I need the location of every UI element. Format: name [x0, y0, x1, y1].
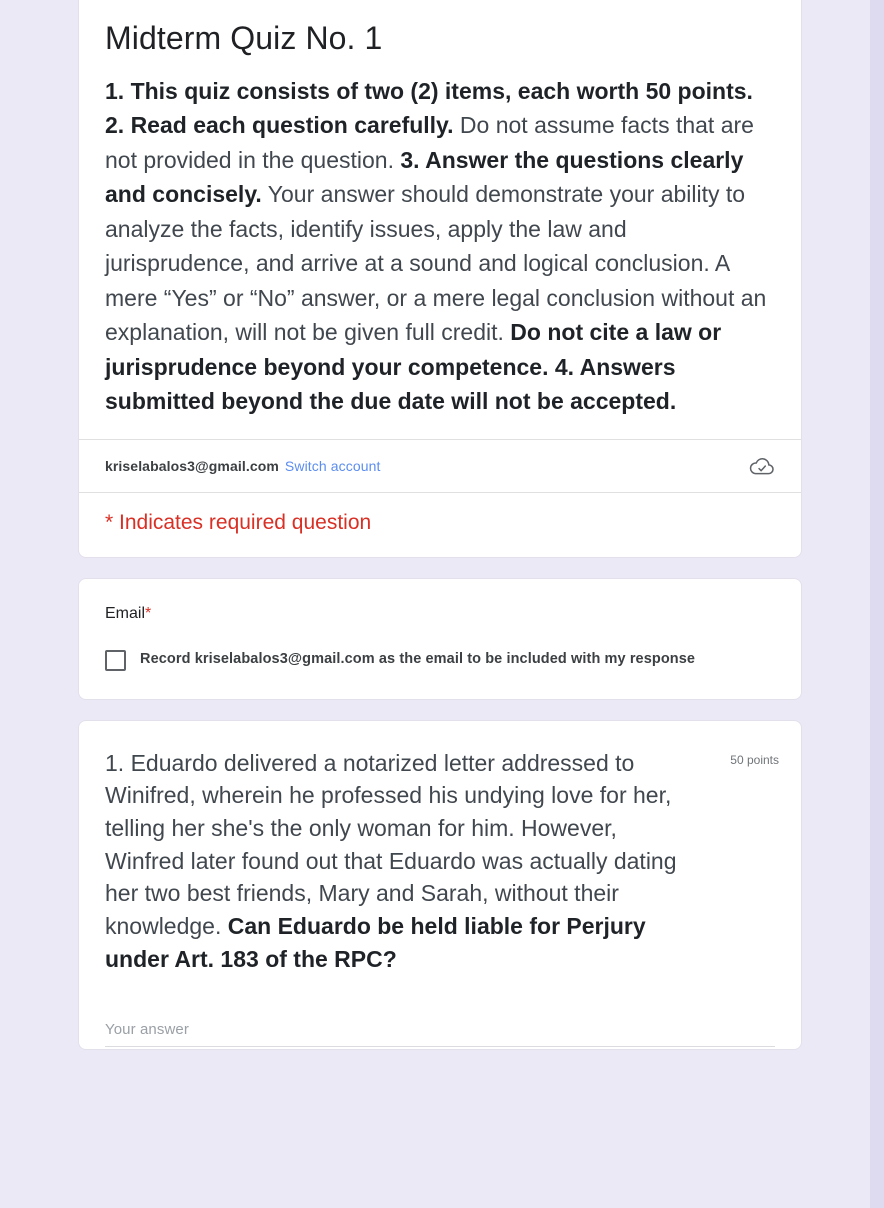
- record-email-suffix: as the email to be included with my response: [374, 650, 696, 667]
- page-left-margin: [0, 0, 78, 1208]
- form-header-inner: [79, 0, 801, 439]
- question-1-card: [78, 720, 802, 1051]
- form-column: [78, 0, 802, 1070]
- record-email-row[interactable]: [105, 649, 775, 671]
- description-line-5-bold: 4. Answers submitted beyond the due date will not be accepted.: [105, 353, 677, 415]
- description-line-2-bold: 2. Read each question carefully.: [105, 112, 454, 139]
- description-line-3-bold: 3. Answer the questions clearly and concisely.: [105, 146, 744, 208]
- account-row: [79, 439, 801, 492]
- email-field-label: [105, 605, 775, 623]
- question-1-points: 50 points: [730, 752, 779, 767]
- description-line-2-rest: Do not assume facts that are not provided in the question.: [105, 112, 754, 173]
- account-info: [105, 458, 380, 474]
- description-line-1-bold: 1. This quiz consists of two (2) items, each worth 50 points.: [105, 77, 753, 104]
- form-description: [105, 74, 775, 439]
- question-1-text: [105, 747, 775, 976]
- switch-account-link[interactable]: Switch account: [284, 457, 381, 474]
- description-line-4-bold: Do not cite a law or jurisprudence beyond your competence.: [105, 319, 722, 380]
- record-email-checkbox[interactable]: [105, 650, 126, 671]
- required-question-note: * Indicates required question: [79, 492, 801, 557]
- question-1-answer-input[interactable]: [105, 1021, 775, 1047]
- email-section-card: [78, 578, 802, 700]
- page-title: Midterm Quiz No. 1: [105, 20, 383, 56]
- email-label-text: Email: [105, 604, 146, 622]
- question-1-text-plain: 1. Eduardo delivered a notarized letter addressed to Winifred, wherein he professed his undying love for her, telling her she's the only woman for him. However, Winfred later found out that Eduardo was actually dating her two best friends, Mary and Sarah, without their knowledge.: [105, 749, 677, 939]
- email-required-star: *: [145, 604, 152, 622]
- form-header-card: [78, 0, 802, 558]
- record-email-label: [140, 649, 695, 669]
- record-email-prefix: Record: [140, 650, 195, 667]
- cloud-done-icon: [749, 456, 775, 476]
- description-line-3-rest: Your answer should demonstrate your ability to analyze the facts, identify issues, apply the law and jurisprudence, and arrive at a sound and logical conclusion. A mere “Yes” or “No” answer, or a mere legal conclusion without an explanation, will not be given full credit.: [105, 181, 767, 346]
- page-right-margin: [870, 0, 884, 1208]
- question-1-answer-placeholder: Your answer: [105, 1021, 189, 1039]
- record-email-address: kriselabalos3@gmail.com: [194, 650, 375, 667]
- question-1-text-bold: Can Eduardo be held liable for Perjury under Art. 183 of the RPC?: [105, 912, 646, 972]
- account-email: kriselabalos3@gmail.com: [105, 457, 279, 474]
